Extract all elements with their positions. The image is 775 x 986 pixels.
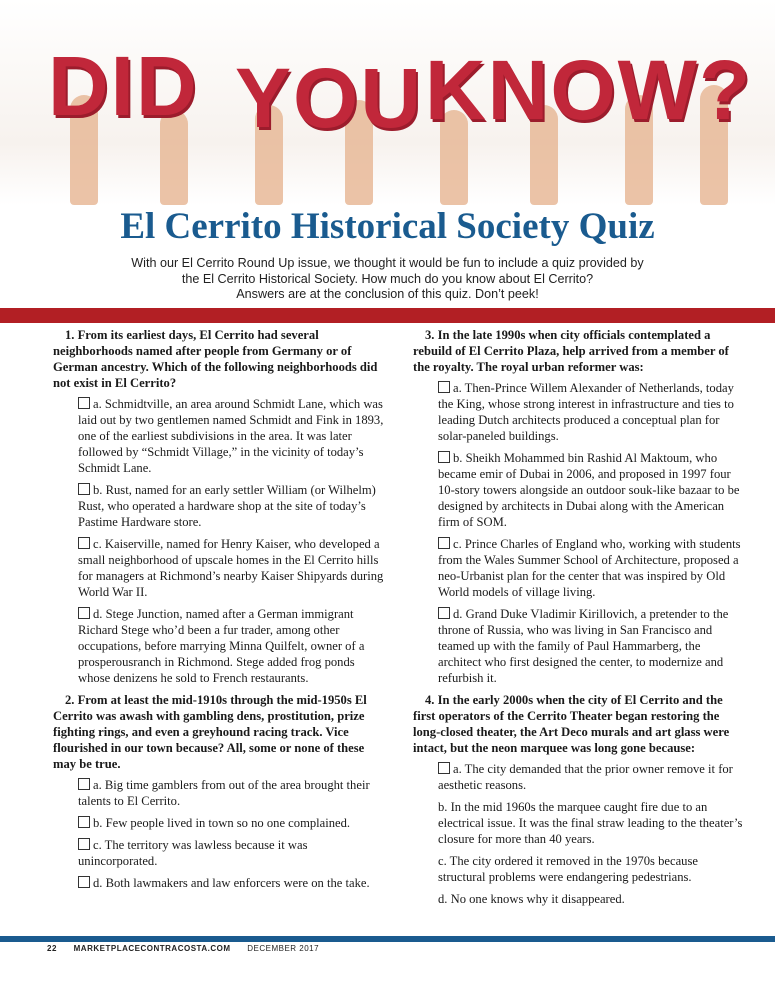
headline-word-know: KNOW? <box>425 43 753 137</box>
answer-option[interactable] <box>78 777 385 809</box>
quiz-question-3 <box>413 327 743 686</box>
checkbox-icon[interactable] <box>78 778 90 790</box>
checkbox-icon[interactable] <box>78 876 90 888</box>
headline-word-you: YOU <box>235 51 424 145</box>
headline-word-did: DID <box>48 39 199 133</box>
answer-option <box>438 891 743 907</box>
page-title: El Cerrito Historical Society Quiz <box>120 206 655 247</box>
answer-option[interactable] <box>78 837 385 869</box>
intro-text <box>80 256 695 303</box>
option-text: c. Prince Charles of England who, working with students from the Wales Summer School of Architecture, proposed a neo-Urbanist plan for the center that was inspired by Old World models of village living. <box>438 537 741 599</box>
checkbox-icon[interactable] <box>438 381 450 393</box>
red-divider <box>0 308 775 323</box>
answer-option[interactable] <box>78 536 385 600</box>
page-number: 22 <box>47 944 57 953</box>
option-text: a. Big time gamblers from out of the area brought their talents to El Cerrito. <box>78 778 370 808</box>
checkbox-icon[interactable] <box>78 537 90 549</box>
option-text: c. The city ordered it removed in the 1970s because structural problems were endangering pedestrians. <box>438 854 698 884</box>
quiz-question-2 <box>53 692 385 891</box>
option-text: d. No one knows why it disappeared. <box>438 892 625 906</box>
checkbox-icon[interactable] <box>78 816 90 828</box>
answer-option[interactable] <box>438 450 743 530</box>
question-text: 2. From at least the mid-1910s through the mid-1950s El Cerrito was awash with gambling dens, prostitution, prize fighting rings, and even a greyhound racing track. Vice flourished in our town because? All, some or none of these may be true. <box>53 693 367 771</box>
answer-option[interactable] <box>438 380 743 444</box>
option-text: a. Then-Prince Willem Alexander of Netherlands, today the King, whose strong interest in infrastructure and ties to leading Dutch architects produced a conceptual plan for solar-paneled buildings. <box>438 381 734 443</box>
checkbox-icon[interactable] <box>438 607 450 619</box>
option-text: b. Few people lived in town so no one complained. <box>93 816 351 830</box>
answer-option[interactable] <box>438 536 743 600</box>
answer-option <box>438 853 743 885</box>
checkbox-icon[interactable] <box>78 838 90 850</box>
footer-divider <box>0 936 775 942</box>
option-text: a. The city demanded that the prior owner remove it for aesthetic reasons. <box>438 762 733 792</box>
right-column <box>413 327 743 913</box>
intro-line: Answers are at the conclusion of this quiz. Don’t peek! <box>236 287 539 301</box>
answer-option[interactable] <box>78 875 385 891</box>
intro-line: With our El Cerrito Round Up issue, we thought it would be fun to include a quiz provided by <box>131 256 644 270</box>
quiz-question-4 <box>413 692 743 907</box>
option-text: d. Grand Duke Vladimir Kirillovich, a pretender to the throne of Russia, who was living in San Francisco and teamed up with the family of Paul Hammarberg, the architect who first designed the center, to modernize and refurbish it. <box>438 607 729 685</box>
answer-option[interactable] <box>438 761 743 793</box>
checkbox-icon[interactable] <box>78 483 90 495</box>
option-text: b. Rust, named for an early settler William (or Wilhelm) Rust, who operated a hardware shop at the site of today’s Pastime Hardware store. <box>78 483 376 529</box>
left-column <box>53 327 385 897</box>
question-text: 3. In the late 1990s when city officials contemplated a rebuild of El Cerrito Plaza, help arrived from a member of the royalty. The royal urban reformer was: <box>413 328 729 374</box>
option-text: b. In the mid 1960s the marquee caught fire due to an electrical issue. It was the final straw leading to the theater’s closure for more than 40 years. <box>438 800 743 846</box>
option-text: d. Both lawmakers and law enforcers were on the take. <box>93 876 370 890</box>
answer-option[interactable] <box>78 815 385 831</box>
answer-option[interactable] <box>78 482 385 530</box>
question-text: 1. From its earliest days, El Cerrito had several neighborhoods named after people from Germany or of German ancestry. Which of the following neighborhoods did not exist in El Cerrito? <box>53 328 378 390</box>
checkbox-icon[interactable] <box>438 537 450 549</box>
intro-line: the El Cerrito Historical Society. How much do you know about El Cerrito? <box>181 271 594 286</box>
question-text: 4. In the early 2000s when the city of El Cerrito and the first operators of the Cerrito Theater began restoring the long-closed theater, the Art Deco murals and art glass were intact, but the neon marquee was long gone because: <box>413 693 730 755</box>
quiz-question-1 <box>53 327 385 686</box>
footer-date: DECEMBER 2017 <box>247 944 320 953</box>
option-text: c. The territory was lawless because it was unincorporated. <box>78 838 308 868</box>
checkbox-icon[interactable] <box>438 762 450 774</box>
option-text: a. Schmidtville, an area around Schmidt Lane, which was laid out by two gentlemen named Schmidt and Fink in 1893, one of the earliest subdivisions in the area. It was later followed by “Schmidt Village,” in the vicinity of today’s Schmidt Lane. <box>78 397 384 475</box>
option-text: c. Kaiserville, named for Henry Kaiser, who developed a small neighborhood of upscale homes in the El Cerrito hills for managers at Richmond’s nearby Kaiser Shipyards during World War II. <box>78 537 384 599</box>
checkbox-icon[interactable] <box>438 451 450 463</box>
answer-option[interactable] <box>438 606 743 686</box>
option-text: d. Stege Junction, named after a German immigrant Richard Stege who’d been a fur trader, among other occupations, before marrying Minna Quilfelt, owner of a prosperousranch in Richmond. Stege added frog ponds whose denizens he sold to French restaurants. <box>78 607 365 685</box>
did-you-know-banner <box>0 0 775 205</box>
checkbox-icon[interactable] <box>78 397 90 409</box>
checkbox-icon[interactable] <box>78 607 90 619</box>
answer-option <box>438 799 743 847</box>
page-footer <box>47 944 333 953</box>
footer-site: MARKETPLACECONTRACOSTA.COM <box>73 944 231 953</box>
answer-option[interactable] <box>78 606 385 686</box>
option-text: b. Sheikh Mohammed bin Rashid Al Maktoum, who became emir of Dubai in 2006, and proposed in 1997 four 10-story towers alongside an outdoor souk-like bazaar to be designed by architects in Dubai along with the American firm of SOM. <box>438 451 740 529</box>
answer-option[interactable] <box>78 396 385 476</box>
